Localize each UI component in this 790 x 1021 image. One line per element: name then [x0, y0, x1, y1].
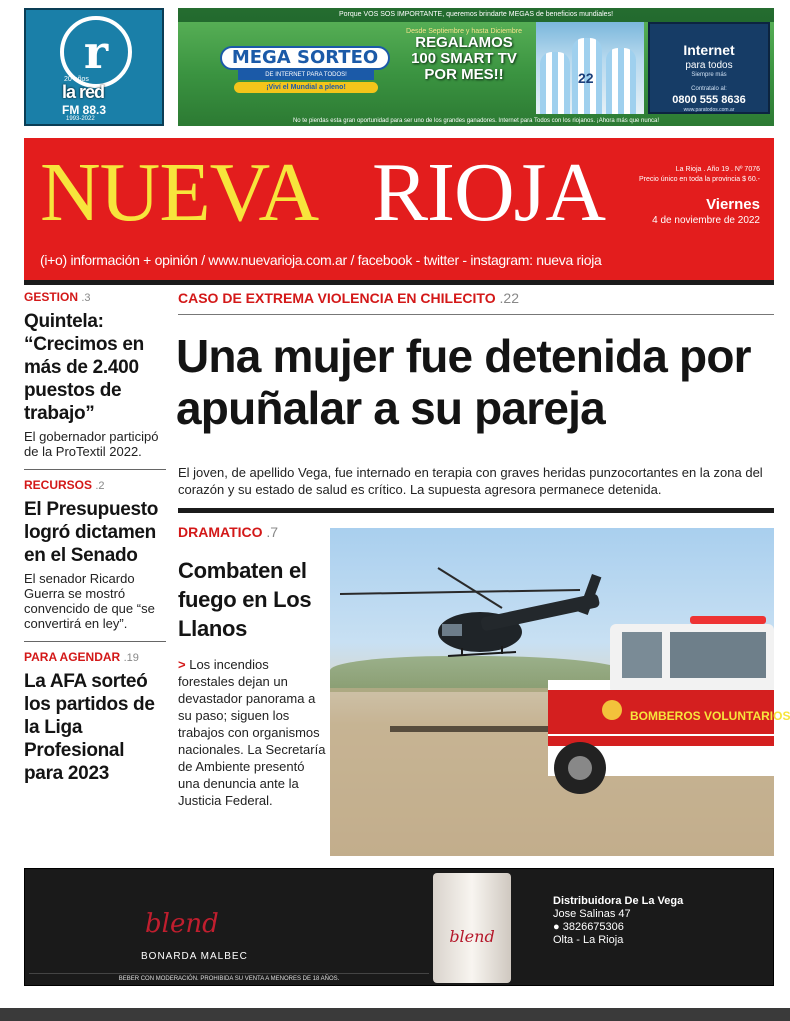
radio-ad[interactable]: [24, 8, 164, 126]
brand-line-2: para todos: [685, 60, 733, 71]
ad-phone: 0800 555 8636: [672, 94, 746, 106]
divider: [24, 469, 166, 470]
player-figure: [606, 48, 636, 114]
radio-name: la red: [62, 82, 105, 102]
offer-line-1: REGALAMOS: [415, 34, 513, 51]
radio-since: 1993-2022: [66, 116, 95, 122]
burnt-debris: [390, 726, 560, 732]
radio-logo-icon: r: [60, 16, 132, 88]
story-headline: La AFA sorteó los partidos de la Liga Profesional para 2023: [24, 671, 155, 784]
viewer-bottom-bar: [0, 1008, 790, 1021]
distributor-name: Distribuidora De La Vega: [553, 895, 684, 907]
wine-ad[interactable]: [24, 868, 774, 986]
distributor-phone-number: 3826675306: [562, 921, 624, 933]
second-headline[interactable]: Combaten el fuego en Los Llanos: [178, 558, 312, 641]
contact-label: Contratalo al:: [691, 86, 727, 92]
main-section-kicker: [178, 290, 519, 306]
left-story-agenda[interactable]: [24, 650, 166, 785]
left-column: [24, 290, 166, 785]
mega-sorteo-sub: DE INTERNET PARA TODOS!: [238, 70, 374, 80]
helicopter-fire-truck-photo[interactable]: [330, 528, 790, 856]
wine-bottle-icon: [433, 873, 511, 983]
story-headline: Quintela: “Crecimos en más de 2.400 puestos de trabajo”: [24, 311, 144, 424]
offer-period: Desde Septiembre y hasta Diciembre: [406, 28, 522, 35]
page-ref: .19: [123, 652, 139, 664]
brand-line-1: Internet: [683, 42, 735, 58]
masthead-title-part1: NUEVA: [40, 146, 319, 239]
section-name: DRAMATICO: [178, 524, 263, 540]
ad-banner-text: Porque VOS SOS IMPORTANTE, queremos brindarte MEGAS de beneficios mundiales!: [178, 8, 774, 22]
helicopter-icon: [340, 568, 601, 656]
distributor-address: Jose Salinas 47: [553, 908, 631, 920]
masthead: [24, 138, 774, 280]
fire-truck-icon: [548, 616, 774, 794]
masthead-tagline[interactable]: (i+o) información + opinión / www.nuevarioja.com.ar / facebook - twitter - instagram: nueva rioja: [40, 252, 602, 268]
section-name: GESTION: [24, 290, 79, 304]
second-section-kicker: [178, 524, 278, 540]
player-figure: [540, 52, 570, 114]
left-story-gestion[interactable]: [24, 290, 166, 459]
football-players-image: [536, 22, 644, 114]
truck-label: BOMBEROS VOLUNTARIOS: [630, 709, 790, 723]
offer-line-2: 100 SMART TV: [411, 50, 517, 67]
jersey-number: 22: [578, 70, 594, 86]
story-headline: El Presupuesto logró dictamen en el Senado: [24, 499, 159, 566]
page-ref: .2: [95, 480, 105, 492]
divider: [178, 314, 774, 315]
wine-variety: BONARDA MALBEC: [141, 951, 248, 962]
second-summary: [178, 656, 328, 809]
photo-scene: [330, 528, 790, 856]
section-kicker: [24, 290, 166, 304]
section-name: RECURSOS: [24, 478, 93, 492]
page-ref: .7: [266, 524, 279, 540]
left-story-recursos[interactable]: [24, 478, 166, 631]
mega-sorteo-tagline: ¡Viví el Mundial a pleno!: [234, 82, 378, 93]
distributor-info: [553, 895, 683, 947]
second-summary-text: Los incendios forestales dejan un devastador panorama a su paso; siguen los trabajos con organismos nacionales. La Secretaría de Ambiente presentó una denuncia ante la Justicia Federal.: [178, 657, 326, 808]
radio-frequency: FM 88.3: [62, 103, 107, 117]
alcohol-warning: BEBER CON MODERACIÓN. PROHIBIDA SU VENTA A MENORES DE 18 AÑOS.: [29, 973, 429, 982]
masthead-title-part2: RIOJA: [372, 146, 606, 239]
section-name: PARA AGENDAR: [24, 650, 121, 664]
main-headline[interactable]: Una mujer fue detenida por apuñalar a su pareja: [176, 330, 751, 434]
whatsapp-icon: ●: [553, 921, 560, 933]
page-ref: .22: [499, 290, 519, 306]
section-name: CASO DE EXTREMA VIOLENCIA EN CHILECITO: [178, 290, 496, 306]
issue-day: Viernes: [706, 196, 760, 213]
distributor-phone: [553, 921, 683, 934]
mega-sorteo-title: MEGA SORTEO: [220, 46, 390, 70]
divider: [178, 508, 774, 513]
wine-logo: blend: [145, 909, 219, 939]
issue-info: La Rioja . Año 19 . Nº 7076: [675, 166, 760, 173]
main-summary: El joven, de apellido Vega, fue internado en terapia con graves heridas punzocortantes en la zona del corazón y su estado de salud es crítico. La supuesta agresora permanece detenida.: [178, 465, 763, 497]
offer-block: [396, 28, 532, 83]
radio-years: 20 años: [64, 76, 89, 83]
divider: [24, 641, 166, 642]
story-summary: El gobernador participó de la ProTextil 2022.: [24, 429, 159, 459]
bottle-logo: blend: [449, 927, 495, 946]
internet-promo-ad[interactable]: [178, 8, 774, 126]
section-kicker: [24, 650, 166, 664]
offer-line-3: POR MES!!: [424, 66, 504, 83]
arrow-icon: >: [178, 657, 186, 672]
page-ref: .3: [81, 292, 91, 304]
price-info: Precio único en toda la provincia $ 60.-: [638, 176, 760, 183]
smart-tv-panel: [648, 22, 770, 114]
brand-small: Siempre más: [691, 72, 727, 78]
distributor-locality: Olta - La Rioja: [553, 934, 624, 946]
ad-web: www.paratodos.com.ar: [683, 107, 735, 113]
divider: [24, 280, 774, 285]
ad-disclaimer: No te pierdas esta gran oportunidad para ser uno de los grandes ganadores. Internet para Todos con los riojanos. ¡Ahora más que nunca!: [292, 118, 660, 124]
story-summary: El senador Ricardo Guerra se mostró convencido de que “se convertirá en ley”.: [24, 571, 155, 631]
issue-date: 4 de noviembre de 2022: [652, 215, 760, 226]
section-kicker: [24, 478, 166, 492]
